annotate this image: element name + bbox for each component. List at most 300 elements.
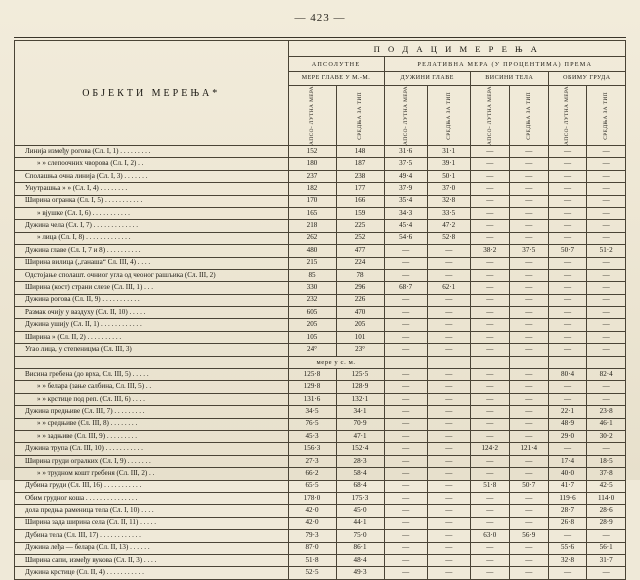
value-cell: — xyxy=(509,257,548,269)
value-cell: 296 xyxy=(336,282,384,294)
value-cell: 187 xyxy=(336,158,384,170)
value-cell: 28·9 xyxy=(587,517,626,529)
table-row xyxy=(15,257,626,269)
value-cell: — xyxy=(509,195,548,207)
value-cell: — xyxy=(587,207,626,219)
value-cell: 32·8 xyxy=(427,195,470,207)
value-cell: — xyxy=(427,492,470,504)
value-cell: 225 xyxy=(336,220,384,232)
value-cell: 252 xyxy=(336,232,384,244)
value-cell: 26·8 xyxy=(548,517,587,529)
value-cell: 119·6 xyxy=(548,492,587,504)
value-cell: — xyxy=(587,393,626,405)
value-cell: — xyxy=(470,158,509,170)
value-cell: 45·4 xyxy=(384,220,427,232)
row-label: Ширина зада ширина села (Сл. II, 11) . . . . . xyxy=(15,517,289,529)
value-cell: 23° xyxy=(336,344,384,356)
value-cell: — xyxy=(384,455,427,467)
value-cell: — xyxy=(470,455,509,467)
table-row xyxy=(15,554,626,566)
value-cell: 39·1 xyxy=(427,158,470,170)
value-cell: — xyxy=(384,344,427,356)
value-cell: — xyxy=(587,257,626,269)
value-cell: — xyxy=(427,269,470,281)
value-cell: 101 xyxy=(336,331,384,343)
empty-cell xyxy=(548,356,587,368)
row-label: Ширина (кост) страни слезе (Сл. III, 1) . . . xyxy=(15,282,289,294)
empty-cell xyxy=(509,356,548,368)
value-cell: 46·1 xyxy=(587,418,626,430)
value-cell: — xyxy=(548,294,587,306)
value-cell: — xyxy=(470,257,509,269)
col-head-mean-4: СРЕДЊА ЗА ТИП xyxy=(587,86,626,146)
value-cell: — xyxy=(509,207,548,219)
table-row xyxy=(15,542,626,554)
value-cell: — xyxy=(509,567,548,579)
value-cell: 52·5 xyxy=(288,567,336,579)
value-cell: 50·1 xyxy=(427,170,470,182)
value-cell: — xyxy=(470,344,509,356)
value-cell: — xyxy=(548,170,587,182)
value-cell: 50·7 xyxy=(509,480,548,492)
value-cell: 42·5 xyxy=(587,480,626,492)
value-cell: 76·5 xyxy=(288,418,336,430)
table-row xyxy=(15,344,626,356)
value-cell: 31·6 xyxy=(384,146,427,158)
value-cell: 70·9 xyxy=(336,418,384,430)
value-cell: — xyxy=(509,369,548,381)
value-cell: 54·6 xyxy=(384,232,427,244)
value-cell: — xyxy=(427,406,470,418)
table-row xyxy=(15,195,626,207)
value-cell: — xyxy=(470,381,509,393)
value-cell: — xyxy=(470,146,509,158)
value-cell: — xyxy=(548,269,587,281)
row-label: Дужина крстице (Сл. II, 4) . . . . . . . . . . . xyxy=(15,567,289,579)
value-cell: — xyxy=(509,505,548,517)
table-row xyxy=(15,517,626,529)
value-cell: 44·1 xyxy=(336,517,384,529)
empty-cell xyxy=(587,356,626,368)
row-label: Висина гребена (до врха, Сл. III, 5) . . . . . xyxy=(15,369,289,381)
row-label: » » крстице под реп. (Сл. III, 6) . . . . xyxy=(15,393,289,405)
table-row xyxy=(15,567,626,579)
value-cell: — xyxy=(470,282,509,294)
value-cell: 28·6 xyxy=(587,505,626,517)
value-cell: — xyxy=(384,331,427,343)
table-row xyxy=(15,331,626,343)
row-label: Дубина тела (Сл. III, 17) . . . . . . . . . . . . xyxy=(15,530,289,542)
value-cell: — xyxy=(384,505,427,517)
value-cell: 175·3 xyxy=(336,492,384,504)
row-label: Ширина сапи, између вукова (Сл. II, 3) . . . . xyxy=(15,554,289,566)
value-cell: 45·0 xyxy=(336,505,384,517)
col-head-mean-3: СРЕДЊА ЗА ТИП xyxy=(509,86,548,146)
value-cell: — xyxy=(427,567,470,579)
value-cell: 51·2 xyxy=(587,245,626,257)
value-cell: 177 xyxy=(336,183,384,195)
row-label: Дужина леђа — белара (Сл. II, 13) . . . . . . xyxy=(15,542,289,554)
value-cell: — xyxy=(587,146,626,158)
object-column-header: ОБЈЕКТИ МЕРЕЊА* xyxy=(15,41,289,146)
value-cell: 82·4 xyxy=(587,369,626,381)
value-cell: — xyxy=(427,331,470,343)
value-cell: — xyxy=(384,369,427,381)
subgroup-body-height: ВИСИНИ ТЕЛА xyxy=(470,72,548,86)
section-divider-row xyxy=(15,356,626,368)
value-cell: — xyxy=(427,393,470,405)
value-cell: 31·7 xyxy=(587,554,626,566)
value-cell: 75·0 xyxy=(336,530,384,542)
value-cell: — xyxy=(384,554,427,566)
value-cell: 132·1 xyxy=(336,393,384,405)
row-label: Сполашња очна линија (Сл. I, 3) . . . . . . . xyxy=(15,170,289,182)
row-label: Дужина предњиве (Сл. III, 7) . . . . . . . . . xyxy=(15,406,289,418)
value-cell: — xyxy=(587,307,626,319)
col-head-abs-1: АПСО- ЛУТНА МЕРА xyxy=(288,86,336,146)
value-cell: — xyxy=(384,245,427,257)
value-cell: 40·0 xyxy=(548,468,587,480)
value-cell: — xyxy=(427,294,470,306)
row-label: Размак очију у ваздуху (Сл. II, 10) . . . . . xyxy=(15,307,289,319)
value-cell: — xyxy=(384,319,427,331)
value-cell: — xyxy=(384,480,427,492)
value-cell: — xyxy=(509,319,548,331)
value-cell: — xyxy=(470,294,509,306)
value-cell: — xyxy=(548,319,587,331)
row-label: Дужина чела (Сл. I, 7) . . . . . . . . . . . . . xyxy=(15,220,289,232)
value-cell: — xyxy=(470,269,509,281)
value-cell: — xyxy=(587,567,626,579)
row-label: Линија између рогова (Сл. I, 1) . . . . . . . . . xyxy=(15,146,289,158)
value-cell: — xyxy=(470,170,509,182)
table-row xyxy=(15,455,626,467)
table-head xyxy=(15,41,626,146)
table-row xyxy=(15,307,626,319)
value-cell: 35·4 xyxy=(384,195,427,207)
value-cell: — xyxy=(587,158,626,170)
value-cell: 29·0 xyxy=(548,431,587,443)
value-cell: — xyxy=(548,331,587,343)
value-cell: — xyxy=(587,183,626,195)
value-cell: 470 xyxy=(336,307,384,319)
table-row xyxy=(15,146,626,158)
value-cell: — xyxy=(470,232,509,244)
value-cell: — xyxy=(427,257,470,269)
value-cell: 477 xyxy=(336,245,384,257)
value-cell: — xyxy=(470,220,509,232)
row-label: Ширина огранка (Сл. I, 5) . . . . . . . . . . . xyxy=(15,195,289,207)
value-cell: — xyxy=(509,381,548,393)
value-cell: — xyxy=(470,369,509,381)
value-cell: — xyxy=(509,232,548,244)
value-cell: 86·1 xyxy=(336,542,384,554)
value-cell: — xyxy=(509,406,548,418)
value-cell: 125·5 xyxy=(336,369,384,381)
value-cell: — xyxy=(470,195,509,207)
value-cell: 131·6 xyxy=(288,393,336,405)
col-head-mean-2: СРЕДЊА ЗА ТИП xyxy=(427,86,470,146)
value-cell: — xyxy=(509,393,548,405)
value-cell: — xyxy=(384,294,427,306)
value-cell: — xyxy=(548,232,587,244)
value-cell: — xyxy=(548,220,587,232)
value-cell: — xyxy=(384,530,427,542)
value-cell: — xyxy=(587,232,626,244)
value-cell: — xyxy=(509,431,548,443)
value-cell: 58·4 xyxy=(336,468,384,480)
value-cell: 38·2 xyxy=(470,245,509,257)
value-cell: 47·2 xyxy=(427,220,470,232)
value-cell: 48·4 xyxy=(336,554,384,566)
value-cell: — xyxy=(548,443,587,455)
value-cell: 87·0 xyxy=(288,542,336,554)
value-cell: — xyxy=(548,183,587,195)
value-cell: — xyxy=(427,245,470,257)
value-cell: — xyxy=(587,381,626,393)
value-cell: 42·0 xyxy=(288,505,336,517)
value-cell: 17·4 xyxy=(548,455,587,467)
value-cell: 170 xyxy=(288,195,336,207)
value-cell: — xyxy=(509,282,548,294)
value-cell: 27·3 xyxy=(288,455,336,467)
row-label: Ширина » (Сл. II, 2) . . . . . . . . . . xyxy=(15,331,289,343)
value-cell: — xyxy=(509,146,548,158)
value-cell: 80·4 xyxy=(548,369,587,381)
value-cell: — xyxy=(548,146,587,158)
value-cell: — xyxy=(587,344,626,356)
row-label: Ширина груди огралких (Сл. I, 9) . . . . . . . xyxy=(15,455,289,467)
value-cell: — xyxy=(427,554,470,566)
value-cell: 205 xyxy=(336,319,384,331)
value-cell: 37·5 xyxy=(509,245,548,257)
row-label: Одстојање сполашт. очниог угла од чеоног рашљика (Сл. III, 2) xyxy=(15,269,289,281)
table-row xyxy=(15,406,626,418)
row-label: Дужина ушију (Сл. II, 1) . . . . . . . . . . . . xyxy=(15,319,289,331)
value-cell: — xyxy=(587,443,626,455)
value-cell: 105 xyxy=(288,331,336,343)
subgroup-chest-girth: ОБИМУ ГРУДА xyxy=(548,72,625,86)
value-cell: — xyxy=(548,158,587,170)
value-cell: — xyxy=(384,381,427,393)
row-label: » » средњиве (Сл. III, 8) . . . . . . . . xyxy=(15,418,289,430)
table-title: П О Д А Ц И М Е Р Е Њ А xyxy=(288,41,626,57)
value-cell: 28·7 xyxy=(548,505,587,517)
value-cell: — xyxy=(427,344,470,356)
value-cell: — xyxy=(470,331,509,343)
value-cell: — xyxy=(509,183,548,195)
value-cell: — xyxy=(509,220,548,232)
value-cell: 23·8 xyxy=(587,406,626,418)
row-label: Угао лица, у степеницма (Сл. III, 3) xyxy=(15,344,289,356)
value-cell: — xyxy=(427,431,470,443)
value-cell: — xyxy=(384,269,427,281)
table-row xyxy=(15,207,626,219)
value-cell: 148 xyxy=(336,146,384,158)
value-cell: — xyxy=(587,282,626,294)
value-cell: — xyxy=(470,554,509,566)
value-cell: 156·3 xyxy=(288,443,336,455)
value-cell: 45·3 xyxy=(288,431,336,443)
table-row xyxy=(15,220,626,232)
value-cell: — xyxy=(548,381,587,393)
value-cell: — xyxy=(384,567,427,579)
table-row xyxy=(15,443,626,455)
value-cell: — xyxy=(509,170,548,182)
value-cell: — xyxy=(509,331,548,343)
value-cell: — xyxy=(548,393,587,405)
value-cell: 152·4 xyxy=(336,443,384,455)
value-cell: 62·1 xyxy=(427,282,470,294)
top-rule xyxy=(14,37,626,38)
value-cell: — xyxy=(384,257,427,269)
value-cell: — xyxy=(427,455,470,467)
value-cell: 178·0 xyxy=(288,492,336,504)
row-label: Дужина трупа (Сл. III, 10) . . . . . . . . . . . xyxy=(15,443,289,455)
value-cell: — xyxy=(587,195,626,207)
table-row xyxy=(15,269,626,281)
value-cell: 51·8 xyxy=(288,554,336,566)
value-cell: 114·0 xyxy=(587,492,626,504)
value-cell: 49·3 xyxy=(336,567,384,579)
row-label: » лица (Сл. I, 8) . . . . . . . . . . . . . xyxy=(15,232,289,244)
row-label: Ширина вилица (,,ганаша“ Сл. III, 4) . . . . xyxy=(15,257,289,269)
value-cell: 78 xyxy=(336,269,384,281)
row-label: » » слепоочних чворова (Сл. I, 2) . . xyxy=(15,158,289,170)
group-relative: РЕЛАТИВНА МЕРА (У ПРОЦЕНТИМА) ПРЕМА xyxy=(384,57,625,72)
value-cell: 33·5 xyxy=(427,207,470,219)
value-cell: — xyxy=(587,220,626,232)
value-cell: — xyxy=(470,468,509,480)
value-cell: 52·8 xyxy=(427,232,470,244)
value-cell: 166 xyxy=(336,195,384,207)
value-cell: 129·8 xyxy=(288,381,336,393)
value-cell: — xyxy=(470,567,509,579)
table-row xyxy=(15,492,626,504)
table-row xyxy=(15,294,626,306)
value-cell: — xyxy=(384,431,427,443)
value-cell: 56·9 xyxy=(509,530,548,542)
col-head-mean-1: СРЕДЊА ЗА ТИП xyxy=(336,86,384,146)
value-cell: 182 xyxy=(288,183,336,195)
value-cell: — xyxy=(509,554,548,566)
value-cell: — xyxy=(384,517,427,529)
value-cell: 18·5 xyxy=(587,455,626,467)
value-cell: 215 xyxy=(288,257,336,269)
value-cell: — xyxy=(470,517,509,529)
value-cell: 124·2 xyxy=(470,443,509,455)
table-row xyxy=(15,282,626,294)
table-row xyxy=(15,232,626,244)
value-cell: 128·9 xyxy=(336,381,384,393)
value-cell: — xyxy=(470,542,509,554)
value-cell: — xyxy=(470,431,509,443)
value-cell: 48·9 xyxy=(548,418,587,430)
value-cell: — xyxy=(384,393,427,405)
group-absolute: АПСОЛУТНЕ xyxy=(288,57,384,72)
value-cell: — xyxy=(587,269,626,281)
value-cell: 232 xyxy=(288,294,336,306)
value-cell: 30·2 xyxy=(587,431,626,443)
value-cell: — xyxy=(470,319,509,331)
value-cell: 41·7 xyxy=(548,480,587,492)
table-row xyxy=(15,158,626,170)
value-cell: 63·0 xyxy=(470,530,509,542)
row-label: » » задњиве (Сл. III, 9) . . . . . . . . . xyxy=(15,431,289,443)
table-row xyxy=(15,480,626,492)
value-cell: — xyxy=(548,207,587,219)
col-head-abs-4: АПСО- ЛУТНА МЕРА xyxy=(548,86,587,146)
value-cell: — xyxy=(470,393,509,405)
value-cell: — xyxy=(509,492,548,504)
empty-cell xyxy=(427,356,470,368)
table-row xyxy=(15,319,626,331)
value-cell: 55·6 xyxy=(548,542,587,554)
value-cell: — xyxy=(427,307,470,319)
value-cell: — xyxy=(384,307,427,319)
value-cell: — xyxy=(587,170,626,182)
value-cell: 66·2 xyxy=(288,468,336,480)
value-cell: — xyxy=(427,480,470,492)
value-cell: — xyxy=(548,567,587,579)
value-cell: 238 xyxy=(336,170,384,182)
value-cell: 85 xyxy=(288,269,336,281)
value-cell: 22·1 xyxy=(548,406,587,418)
value-cell: — xyxy=(427,319,470,331)
table-row xyxy=(15,245,626,257)
table-row xyxy=(15,170,626,182)
value-cell: 68·7 xyxy=(384,282,427,294)
value-cell: 34·5 xyxy=(288,406,336,418)
value-cell: 42·0 xyxy=(288,517,336,529)
table-row xyxy=(15,468,626,480)
value-cell: — xyxy=(587,530,626,542)
value-cell: — xyxy=(509,158,548,170)
subgroup-head-measures: МЕРЕ ГЛАВЕ У М.-М. xyxy=(288,72,384,86)
value-cell: — xyxy=(548,195,587,207)
value-cell: 159 xyxy=(336,207,384,219)
value-cell: — xyxy=(427,542,470,554)
row-label: » вјушке (Сл. I, 6) . . . . . . . . . . . xyxy=(15,207,289,219)
value-cell: — xyxy=(509,517,548,529)
row-label: дола предња раменица тела (Сл. I, 10) . . . . xyxy=(15,505,289,517)
value-cell: 205 xyxy=(288,319,336,331)
value-cell: 218 xyxy=(288,220,336,232)
value-cell: — xyxy=(427,369,470,381)
row-label: » » трудном кошт гребеня (Сл. III, 2) . . xyxy=(15,468,289,480)
value-cell: 262 xyxy=(288,232,336,244)
value-cell: 65·5 xyxy=(288,480,336,492)
header-row-main xyxy=(15,41,626,57)
value-cell: — xyxy=(384,443,427,455)
value-cell: 37·5 xyxy=(384,158,427,170)
value-cell: — xyxy=(548,282,587,294)
col-head-abs-2: АПСО- ЛУТНА МЕРА xyxy=(384,86,427,146)
value-cell: 37·8 xyxy=(587,468,626,480)
value-cell: 180 xyxy=(288,158,336,170)
value-cell: — xyxy=(427,468,470,480)
value-cell: — xyxy=(548,344,587,356)
value-cell: — xyxy=(384,468,427,480)
value-cell: 121·4 xyxy=(509,443,548,455)
value-cell: — xyxy=(470,492,509,504)
value-cell: 34·3 xyxy=(384,207,427,219)
measurement-table xyxy=(14,40,626,580)
value-cell: 32·8 xyxy=(548,554,587,566)
value-cell: 79·3 xyxy=(288,530,336,542)
value-cell: 34·1 xyxy=(336,406,384,418)
value-cell: 152 xyxy=(288,146,336,158)
